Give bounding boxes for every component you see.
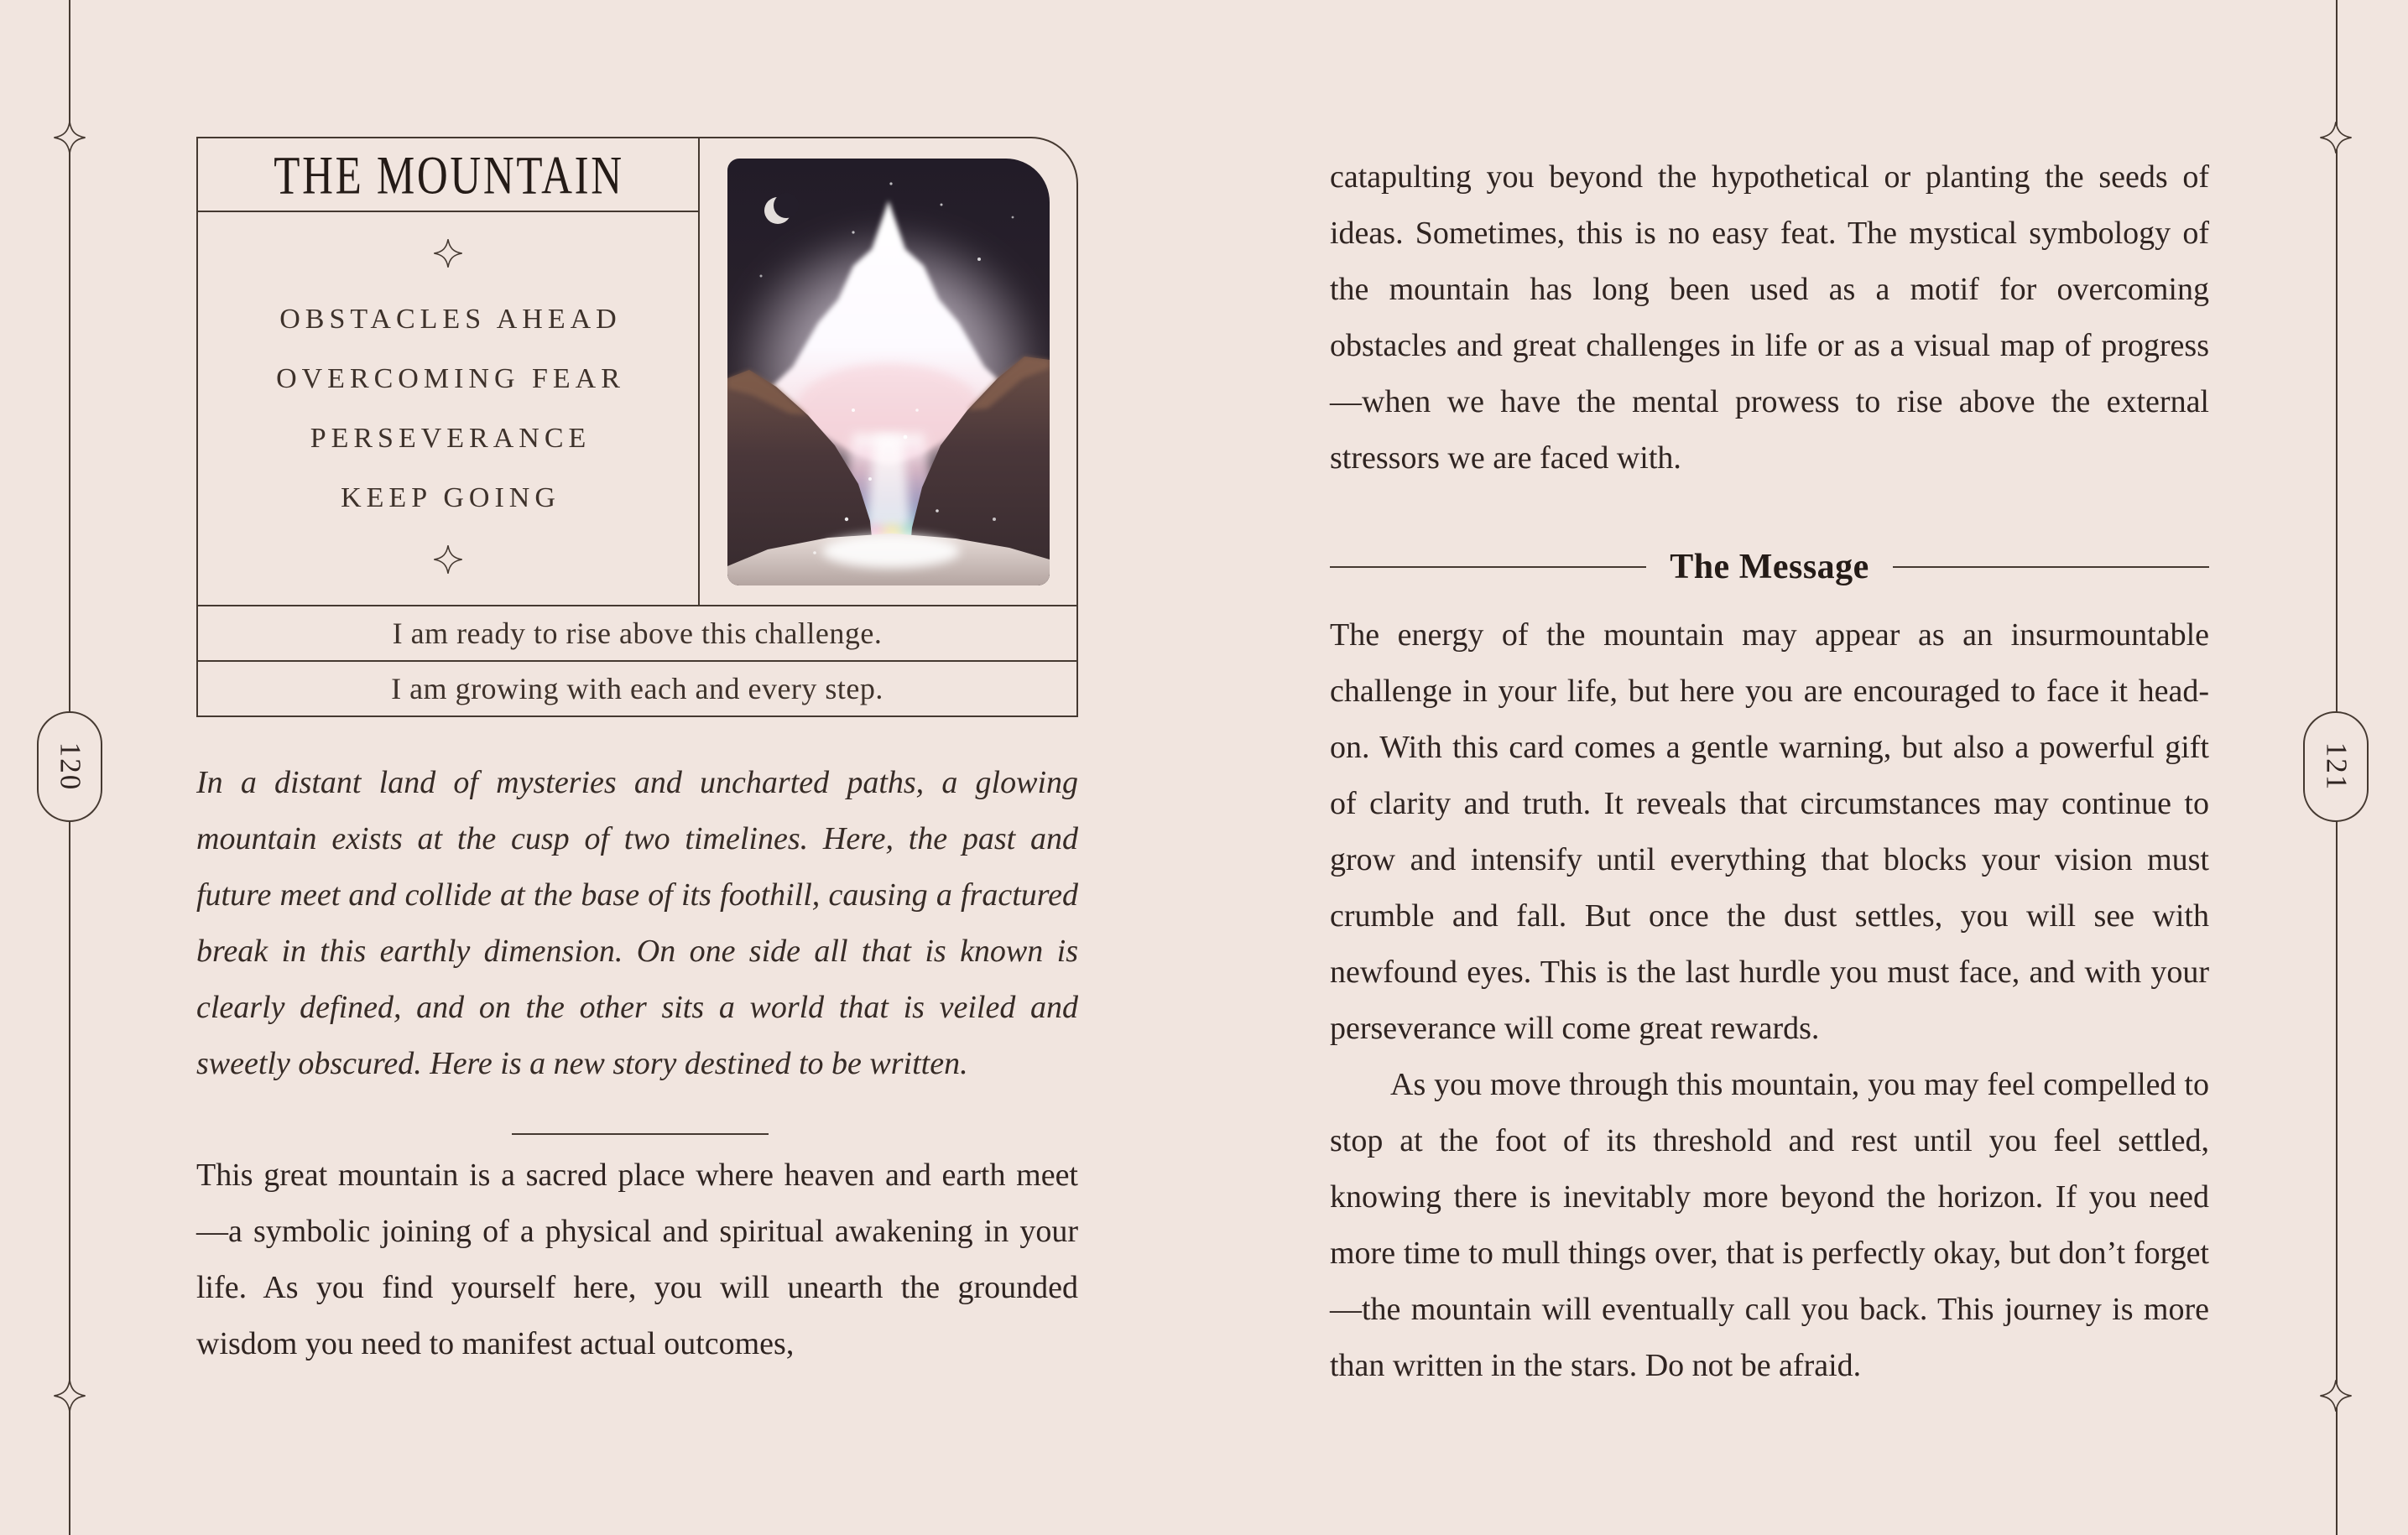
keyword: OBSTACLES AHEAD [279, 304, 622, 335]
heading-left-rule [1330, 566, 1646, 568]
page-number-capsule-left [37, 711, 102, 822]
page-number-right: 121 [2320, 741, 2353, 792]
affirmation-text: I am ready to rise above this challenge. [392, 617, 883, 650]
section-title: The Message [1670, 548, 1869, 586]
card-image-column [700, 138, 1076, 605]
page-number-capsule-right [2303, 711, 2369, 822]
keyword: KEEP GOING [341, 482, 560, 513]
card-text-column [198, 138, 700, 605]
sparkle-icon [2319, 121, 2353, 154]
right-page-text-column [1330, 149, 2209, 1394]
sparkle-icon [53, 121, 86, 154]
message-paragraph-2: As you move through this mountain, you may feel compelled to stop at the foot of its threshold and rest until you feel settled, knowing there is inevitably more beyond the horizon. If you need more time to mull things over, that is perfectly okay, but don’t forget—the mountain will eventually call you back. This journey is more than written in the stars. Do not be afraid. [1330, 1067, 2209, 1383]
message-paragraph: The energy of the mountain may appear as an insurmountable challenge in your life, but here you are encouraged to face it head-on. With this card comes a gentle warning, but also a powerful gift of clarity and truth. It reveals that circumstances may continue to grow and intensify until everything that blocks your vision must crumble and fall. But once the dust settles, you will see with newfound eyes. This is the last hurdle you must face, and with your perseverance will come great rewards. [1330, 617, 2209, 1046]
card-keywords [198, 212, 698, 605]
card-title: THE MOUNTAIN [274, 143, 625, 206]
oracle-card-panel [196, 137, 1078, 717]
message-section-heading [1330, 547, 2209, 587]
card-upper-section [198, 138, 1076, 605]
affirmation-row [198, 660, 1076, 715]
affirmation-text: I am growing with each and every step. [391, 672, 883, 705]
page-number-left: 120 [54, 741, 86, 792]
card-title-box [198, 138, 698, 212]
sparkle-icon [53, 1379, 86, 1413]
light-pool [822, 534, 960, 568]
keyword: PERSEVERANCE [310, 423, 592, 454]
heading-right-rule [1893, 566, 2209, 568]
sparkle-icon [433, 237, 463, 274]
keyword: OVERCOMING FEAR [276, 363, 625, 394]
sparkle-icon [2319, 1379, 2353, 1413]
left-body-paragraph: This great mountain is a sacred place where heaven and earth meet—a symbolic joining of a physical and spiritual awakening in your life. As you find yourself here, you will unearth the grounded wisdom you need to manifest actual outcomes, [196, 1158, 1078, 1361]
body-paragraph-continued: catapulting you beyond the hypothetical or planting the seeds of ideas. Sometimes, this is no easy feat. The mystical symbology of the mountain has long been used as a motif for overcoming obstacles and great challenges in life or as a visual map of progress—when we have the mental prowess to rise above the external stressors we are faced with. [1330, 159, 2209, 476]
card-story-paragraph: In a distant land of mysteries and uncharted paths, a glowing mountain exists at the cusp of two timelines. Here, the past and future meet and collide at the base of its foothill, causing a fractured break in this earthly dimension. On one side all that is known is clearly defined, and on the other sits a world that is veiled and sweetly obscured. Here is a new story destined to be written. [196, 765, 1078, 1081]
section-divider-rule [512, 1133, 769, 1135]
affirmation-row [198, 605, 1076, 660]
mountain-card-art [727, 159, 1050, 585]
sparkle-icon [433, 543, 463, 580]
